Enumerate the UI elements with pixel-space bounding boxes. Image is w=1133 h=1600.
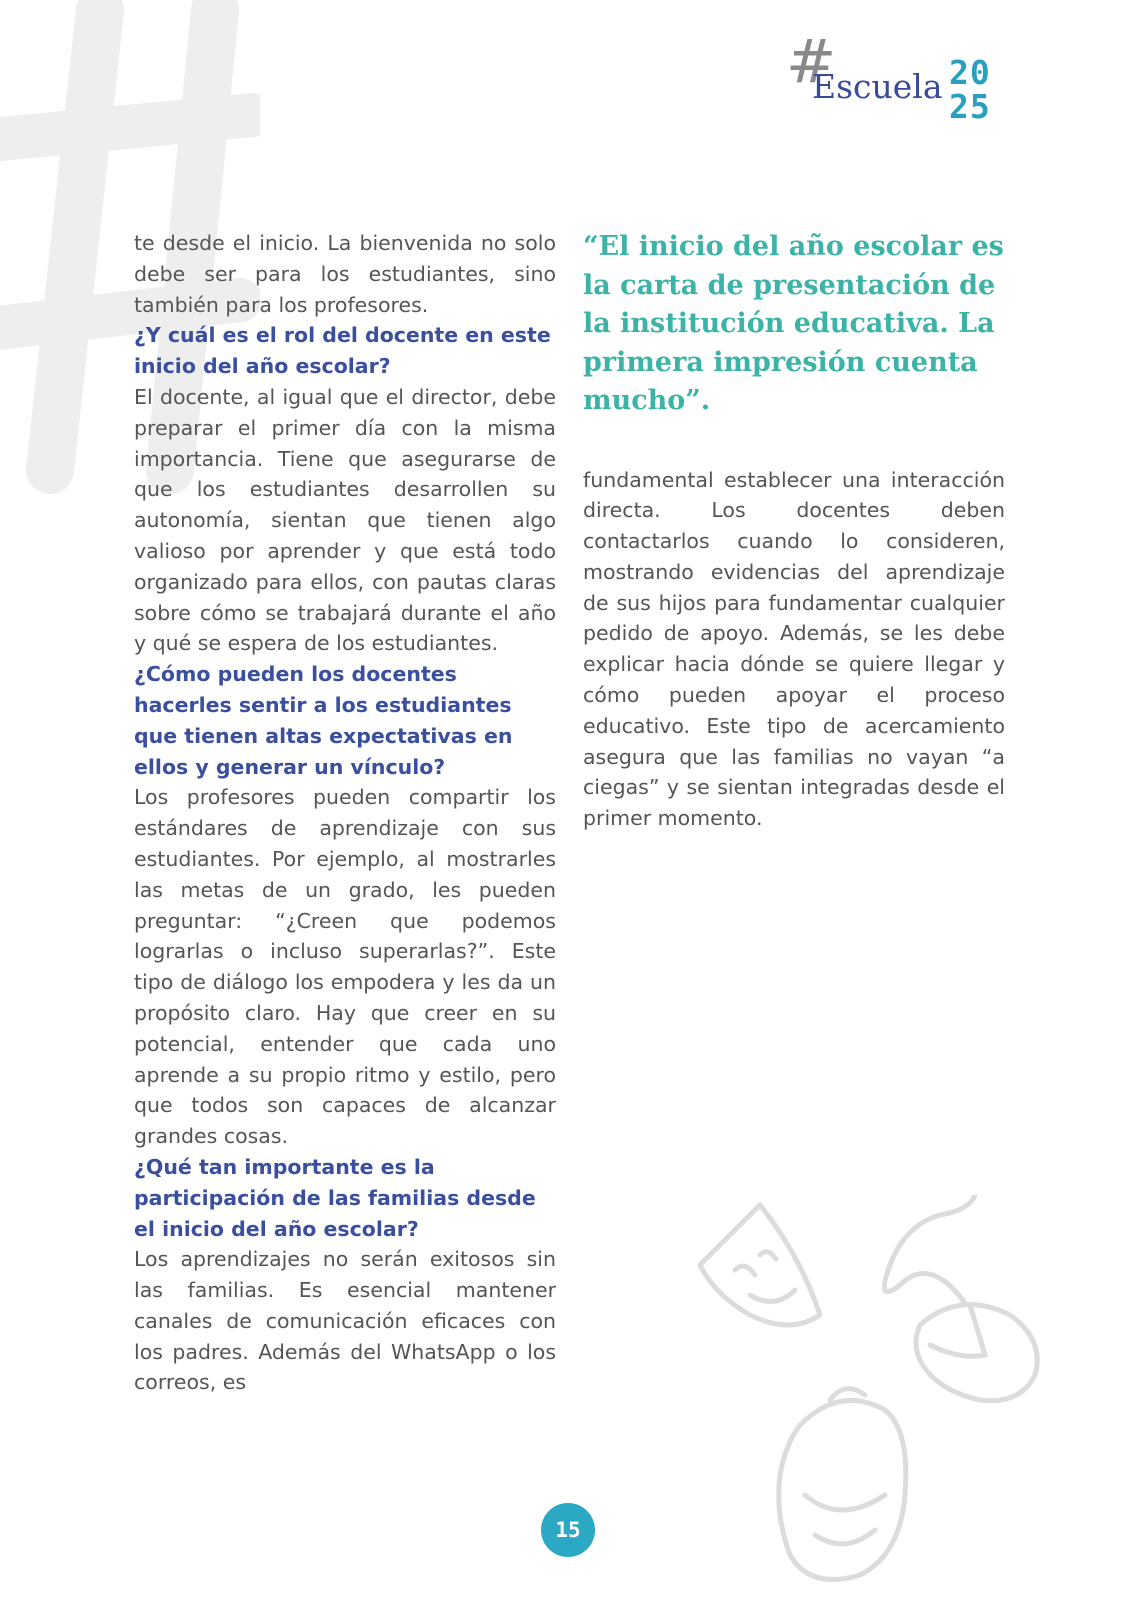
answer-family-participation: Los aprendizajes no serán exitosos sin las familias. Es esencial mantener canales de comunicación eficaces con los padres. Además del WhatsApp o los correos, es — [134, 1247, 556, 1395]
page-number-badge: 15 — [541, 1503, 595, 1557]
answer-high-expectations: Los profesores pueden compartir los estándares de aprendizaje con sus estudiantes. Por ejemplo, al mostrarles las metas de un grado, les pueden preguntar: “¿Creen que podemos lograrlas o incluso superarlas?”. Este tipo de diálogo los empodera y les da un propósito claro. Hay que creer en su potencial, entender que cada uno aprende a su propio ritmo y estilo, pero que todos son capaces de alcanzar grandes cosas. — [134, 785, 556, 1149]
left-column — [134, 228, 556, 1398]
computer-mouse-icon — [884, 1195, 1037, 1401]
question-family-participation: ¿Qué tan importante es la participación de las familias desde el inicio del año escolar? — [134, 1154, 536, 1241]
answer-teacher-role: El docente, al igual que el director, debe preparar el primer día con la misma importancia. Tiene que asegurarse de que los estudiantes desarrollen su autonomía, sientan que tienen algo valioso por aprender y que está todo organizado para ellos, con pautas claras sobre cómo se trabajará durante el año y qué se espera de los estudiantes. — [134, 384, 556, 656]
backpack-icon — [779, 1389, 906, 1580]
escuela-2025-logo — [786, 27, 1006, 130]
pull-quote: “El inicio del año escolar es la carta de presentación de la institución educativa. La primera impresión cuenta mucho”. — [583, 231, 1004, 416]
logo-word: Escuela — [812, 67, 943, 106]
right-column — [583, 228, 1005, 834]
intro-paragraph: te desde el inicio. La bienvenida no solo debe ser para los estudiantes, sino también para los profesores. — [134, 231, 556, 317]
school-doodles-icon — [690, 1195, 1080, 1595]
continuation-paragraph: fundamental establecer una interacción directa. Los docentes deben contactarlos cuando lo consideren, mostrando evidencias del aprendizaje de sus hijos para fundamentar cualquier pedido de apoyo. Además, se les debe explicar hacia dónde se quiere llegar y cómo pueden apoyar el proceso educativo. Este tipo de acercamiento asegura que las familias no vayan “a ciegas” y se sientan integradas desde el primer momento. — [583, 467, 1005, 831]
theatre-mask-icon — [700, 1205, 820, 1325]
question-teacher-role: ¿Y cuál es el rol del docente en este inicio del año escolar? — [134, 323, 551, 379]
logo-year-top: 20 — [949, 53, 991, 92]
question-high-expectations: ¿Cómo pueden los docentes hacerles sentir a los estudiantes que tienen altas expectativas en ellos y generar un vínculo? — [134, 662, 513, 779]
logo-year-bottom: 25 — [949, 87, 991, 126]
logo-hash: # — [786, 27, 837, 97]
